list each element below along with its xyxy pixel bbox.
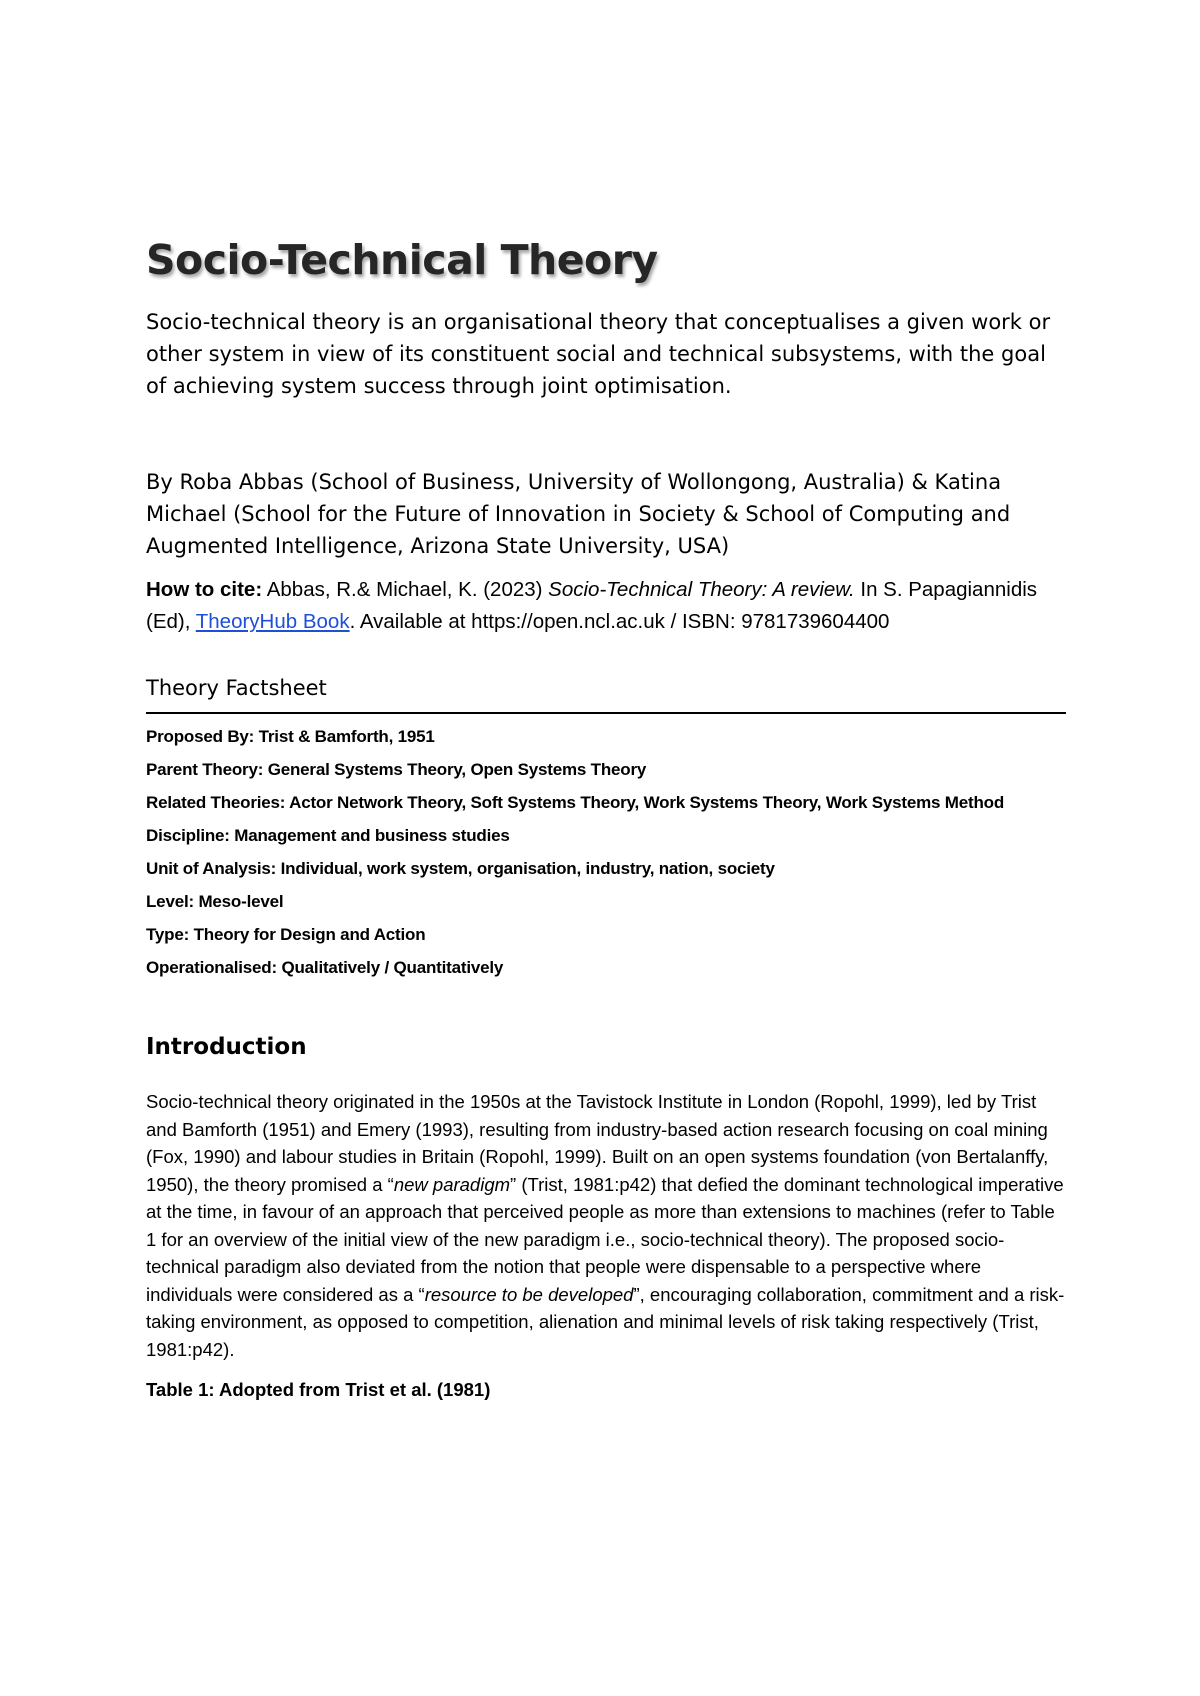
authors-line: By Roba Abbas (School of Business, University of Wollongong, Australia) & Katina Michael (School for the Future of Innovation in Society & School of Computing and Augmented Intelligence, Arizona State University, USA) — [146, 470, 1011, 558]
intro-emphasis-2: resource to be developed — [424, 1283, 634, 1305]
fact-operationalised: Operationalised: Qualitatively / Quantitatively — [146, 958, 504, 977]
fact-discipline: Discipline: Management and business studies — [146, 826, 510, 845]
fact-proposed-by: Proposed By: Trist & Bamforth, 1951 — [146, 727, 435, 746]
table-caption: Table 1: Adopted from Trist et al. (1981) — [146, 1379, 491, 1400]
intro-emphasis-1: new paradigm — [393, 1173, 511, 1195]
introduction-paragraph — [146, 1088, 1066, 1363]
citation — [146, 574, 1046, 638]
citation-availability: . Available at https://open.ncl.ac.uk / ISBN: 9781739604400 — [349, 610, 890, 633]
theoryhub-book-link[interactable]: TheoryHub Book — [195, 610, 350, 633]
fact-parent-theory: Parent Theory: General Systems Theory, Open Systems Theory — [146, 760, 647, 779]
intro-text-part-1: Socio-technical theory originated in the 1950s at the Tavistock Institute in London (Ropohl, 1999), led by Trist and Bamforth (1951) and Emery (1993), resulting from industry-based action research focusing on coal mining (Fox, 1990) and labour studies in Britain (Ropohl, 1999). Built on an open systems foundation (von Bertalanffy, 1950), the theory promised a “ — [146, 1091, 1049, 1195]
factsheet-heading: Theory Factsheet — [146, 676, 1066, 714]
intro-text-part-2: ” (Trist, 1981:p42) that defied the dominant technological imperative at the time, in favour of an approach that perceived people as more than extensions to machines (refer to Table 1 for an overview of the initial view of the new paradigm i.e., socio-technical theory). The proposed socio-technical paradigm also deviated from the notion that people were dispensable to a perspective where individuals were considered as a “ — [146, 1173, 1064, 1305]
citation-label: How to cite: — [146, 578, 263, 601]
theory-summary: Socio-technical theory is an organisational theory that conceptualises a given work or other system in view of its constituent social and technical subsystems, with the goal of achieving system success through joint optimisation. — [146, 310, 1051, 398]
fact-type: Type: Theory for Design and Action — [146, 925, 426, 944]
fact-level: Level: Meso-level — [146, 892, 284, 911]
intro-text-part-3: ”, encouraging collaboration, commitment and a risk-taking environment, as opposed to competition, alienation and minimal levels of risk taking respectively (Trist, 1981:p42). — [146, 1283, 1065, 1360]
citation-work-title: Socio-Technical Theory: A review. — [548, 578, 855, 601]
citation-editor: In S. Papagiannidis (Ed), — [146, 578, 1038, 633]
document-title: Socio-Technical Theory — [146, 236, 658, 284]
fact-unit-of-analysis: Unit of Analysis: Individual, work system, organisation, industry, nation, society — [146, 859, 775, 878]
fact-related-theories: Related Theories: Actor Network Theory, Soft Systems Theory, Work Systems Theory, Work Systems Method — [146, 793, 1005, 812]
factsheet-list — [146, 720, 1066, 984]
introduction-heading: Introduction — [146, 1034, 307, 1060]
document-page — [146, 232, 1066, 1401]
citation-authors: Abbas, R.& Michael, K. (2023) — [262, 578, 549, 601]
